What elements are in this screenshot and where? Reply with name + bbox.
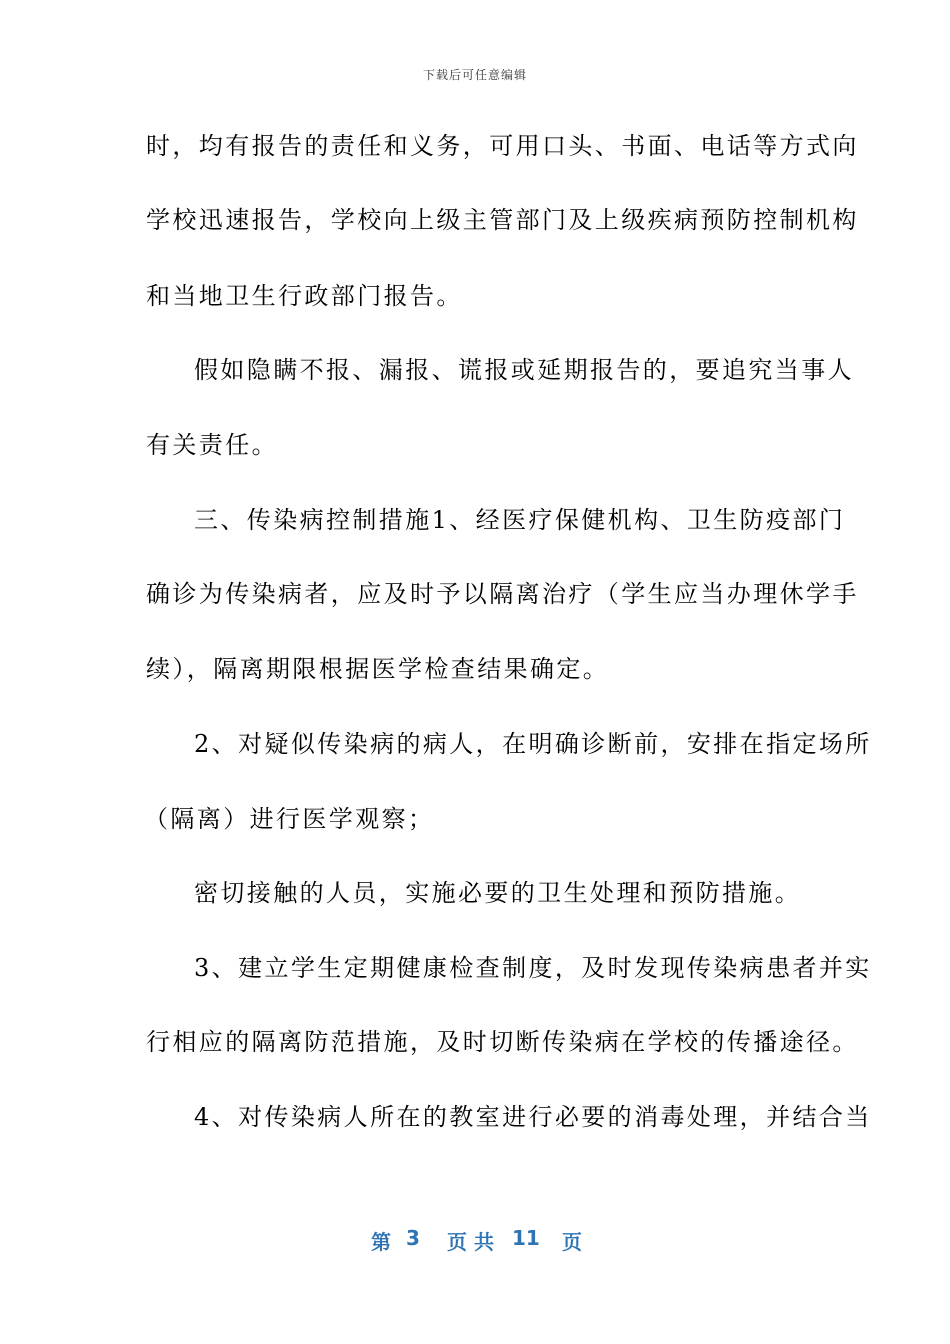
body-line: 时，均有报告的责任和义务，可用口头、书面、电话等方式向 (146, 132, 859, 160)
paragraph-line: 4、对传染病人所在的教室进行必要的消毒处理，并结合当 (194, 1103, 872, 1131)
paragraph-line: 假如隐瞒不报、漏报、谎报或延期报告的，要追究当事人 (194, 356, 854, 384)
total-pages: 11 (512, 1226, 540, 1250)
body-line: 和当地卫生行政部门报告。 (146, 282, 463, 310)
body-line: （隔离）进行医学观察； (144, 805, 435, 833)
body-line: 续），隔离期限根据医学检查结果确定。 (146, 655, 610, 683)
page-middle: 页 共 (447, 1230, 494, 1254)
body-line: 确诊为传染病者，应及时予以隔离治疗（学生应当办理休学手 (146, 580, 859, 608)
current-page-number: 3 (406, 1226, 420, 1250)
body-line: 学校迅速报告，学校向上级主管部门及上级疾病预防控制机构 (146, 206, 859, 234)
body-line: 行相应的隔离防范措施，及时切断传染病在学校的传播途径。 (146, 1028, 859, 1056)
paragraph-line: 三、传染病控制措施1、经医疗保健机构、卫生防疫部门 (194, 506, 846, 534)
paragraph-line: 3、建立学生定期健康检查制度，及时发现传染病患者并实 (194, 954, 872, 982)
body-line: 有关责任。 (146, 431, 278, 459)
paragraph-line: 密切接触的人员，实施必要的卫生处理和预防措施。 (194, 879, 802, 907)
page-prefix: 第 (371, 1230, 391, 1254)
paragraph-line: 2、对疑似传染病的病人，在明确诊断前，安排在指定场所 (194, 730, 872, 758)
page-suffix: 页 (562, 1230, 582, 1254)
header-note: 下载后可任意编辑 (422, 68, 527, 82)
